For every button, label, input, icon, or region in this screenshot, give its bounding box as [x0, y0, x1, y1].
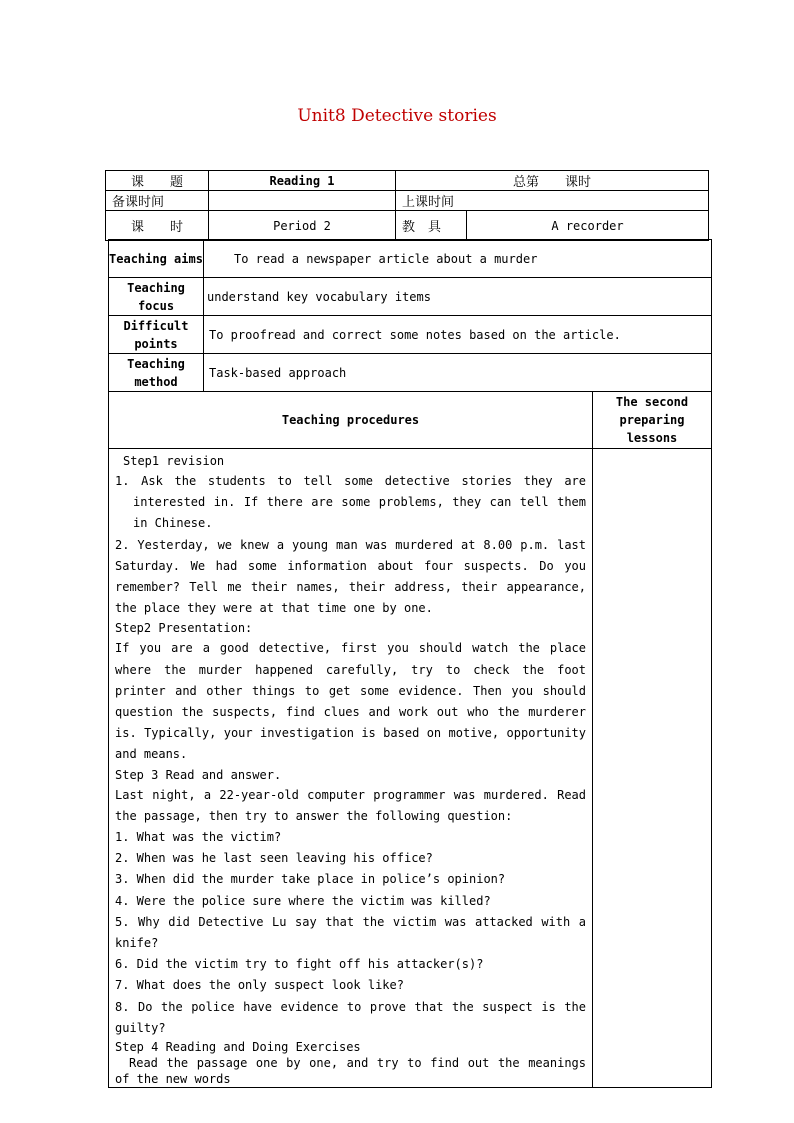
class-time-label: 上课时间	[396, 191, 709, 211]
list-item: 7. What does the only suspect look like?	[115, 978, 404, 993]
paragraph: Last night, a 22-year-old computer programmer was murdered. Read the passage, then try to answer the following question:	[115, 787, 586, 823]
teaching-method-label: Teaching method	[109, 354, 204, 392]
difficult-points-label: Difficult points	[109, 316, 204, 354]
list-item: 2. Yesterday, we knew a young man was murdered at 8.00 p.m. last Saturday. We had some information about four suspects. Do you remember? Tell me their names, their address, their appearance, the place they were at that time one by one.	[115, 537, 586, 616]
step-heading: Step1 revision	[123, 454, 225, 468]
step-heading: Step2 Presentation:	[115, 621, 253, 636]
prep-time-value	[209, 191, 396, 211]
tools-value: A recorder	[467, 211, 709, 241]
step-heading: Step 3 Read and answer.	[115, 767, 282, 782]
teaching-focus-value: understand key vocabulary items	[204, 278, 712, 316]
list-item: 6. Did the victim try to fight off his attacker(s)?	[115, 957, 484, 972]
list-item: 1. What was the victim?	[115, 830, 282, 845]
list-item: 3. When did the murder take place in police’s opinion?	[115, 872, 506, 887]
page-title: Unit8 Detective stories	[297, 106, 497, 126]
list-item: 2. When was he last seen leaving his office?	[115, 851, 433, 866]
second-preparing-cell	[593, 449, 712, 1088]
list-item: 8. Do the police have evidence to prove that the suspect is the guilty?	[115, 999, 586, 1035]
hours-label: 课 时	[106, 211, 209, 241]
list-item: 5. Why did Detective Lu say that the victim was attacked with a knife?	[115, 914, 586, 951]
step-heading: Step 4 Reading and Doing Exercises	[115, 1040, 361, 1055]
lesson-table	[108, 239, 712, 1088]
header-table	[105, 170, 709, 241]
subject-value: Reading 1	[209, 171, 396, 191]
total-hours-label: 总第 课时	[396, 171, 709, 191]
second-preparing-heading: The second preparing lessons	[593, 392, 712, 449]
paragraph: If you are a good detective, first you should watch the place where the murder happened carefully, try to check the foot printer and other things to get some evidence. Then you should question the suspects, find clues and work out who the murderer is. Typically, your investigation is based on motive, opportunity and means.	[115, 641, 586, 762]
list-item: 4. Were the police sure where the victim was killed?	[115, 893, 491, 908]
procedures-heading: Teaching procedures	[109, 392, 593, 449]
paragraph: Read the passage one by one, and try to find out the meanings of the new words	[115, 1056, 586, 1087]
tools-label: 教 具	[396, 211, 467, 241]
difficult-points-value: To proofread and correct some notes based on the article.	[204, 316, 712, 354]
list-item: 1. Ask the students to tell some detective stories they are interested in. If there are some problems, they can tell them in Chinese.	[115, 474, 586, 531]
hours-value: Period 2	[209, 211, 396, 241]
subject-label: 课 题	[106, 171, 209, 191]
teaching-aims-value: To read a newspaper article about a murder	[204, 240, 712, 278]
prep-time-label: 备课时间	[106, 191, 209, 211]
teaching-focus-label: Teaching focus	[109, 278, 204, 316]
teaching-aims-label: Teaching aims	[109, 240, 204, 278]
procedures-content	[109, 449, 593, 1088]
teaching-method-value: Task-based approach	[204, 354, 712, 392]
